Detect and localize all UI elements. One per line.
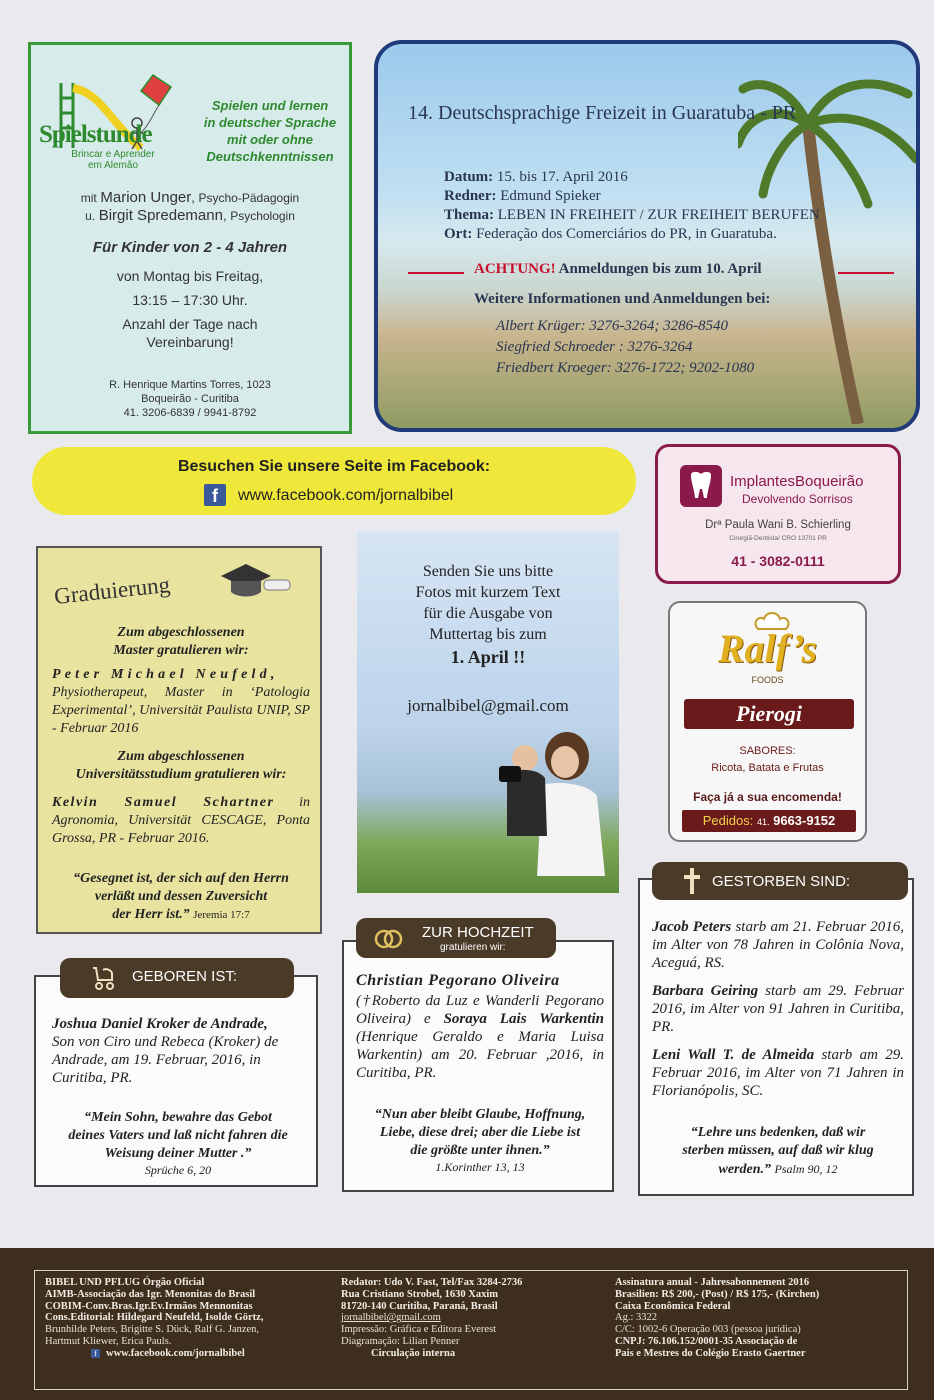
gestorben-quote: “Lehre uns bedenken, daß wir sterben müssen, auf daß wir klug werden.” Psalm 90, 12 (682, 1125, 874, 1177)
graduierung-intro-3: Zum abgeschlossenen (117, 749, 245, 764)
graduierung-title: Graduierung (52, 571, 172, 610)
spielstunde-logo-subtitle: Brincar e Aprender em Alemão (71, 149, 155, 171)
ralfs-foods: FOODS (751, 675, 784, 685)
masthead-frame (34, 1270, 908, 1390)
graduierung-person-2-block (52, 794, 310, 848)
hochzeit-name-1: Christian Pegorano Oliveira (356, 972, 560, 989)
masthead-col-editor: Redator: Udo V. Fast, Tel/Fax 3284-2736 Rua Cristiano Strobel, 1630 Xaxim 81720-140 Curitiba, Paraná, Brasil jornalbibel@gmail.com Impressão: Gráfica e Editora Everest Diagramação: Lilian Penner Circulação interna (341, 1277, 523, 1359)
implantes-phone: 41 - 3082-0111 (731, 553, 825, 569)
freizeit-achtung: ACHTUNG! Anmeldungen bis zum 10. April (474, 261, 762, 277)
graduation-cap-icon (216, 558, 296, 608)
hochzeit-quote: “Nun aber bleibt Glaube, Hoffnung, Liebe, diese drei; aber die Liebe ist die größte unter ihnen.” (374, 1107, 586, 1158)
implantes-cro: Cirurgiã-Dentista/ CRO 13701 PR (729, 535, 827, 542)
hochzeit-header-label: ZUR HOCHZEIT (422, 924, 534, 941)
spielstunde-phone: 41. 3206-6839 / 9941-8792 (123, 407, 257, 419)
muttertag-deadline: 1. April !! (450, 647, 526, 667)
gestorben-header-label: GESTORBEN SIND: (712, 873, 851, 890)
hochzeit-couple-text: (†Roberto da Luz e Wanderli Pegorano Oliveira) e Soraya Lais Warkentin (Henrique Geraldo e Maria Luisa Warkentin) am 20. Februar ,2016, in Curitiba, PR. (356, 993, 604, 1081)
implantes-doctor: Drª Paula Wani B. Schierling (705, 519, 851, 531)
hochzeit-header-sub: gratulieren wir: (440, 942, 506, 953)
facebook-url[interactable]: www.facebook.com/jornalbibel (238, 487, 454, 504)
spielstunde-teacher-1: mit Marion Unger, Psycho-Pädagogin (80, 189, 300, 206)
baby-carriage-icon (90, 964, 116, 992)
graduierung-intro-2: Master gratulieren wir: (113, 643, 249, 658)
graduierung-person-2: Kelvin Samuel Schartner (52, 795, 275, 810)
freizeit-details: Datum: 15. bis 17. April 2016 Redner: Edmund Spieker Thema: LEBEN IN FREIHEIT / ZUR FREIHEIT BERUFEN Ort: Federação dos Comerciários do PR, in Guaratuba. (444, 169, 820, 242)
implantes-ad (655, 444, 901, 584)
geboren-text: Son von Ciro und Rebeca (Kroker) de Andrade, am 19. Februar, 2016, in Curitiba, PR. (52, 1034, 279, 1086)
ralfs-pedidos: Pedidos: 41. 9663-9152 (682, 810, 856, 832)
ralfs-brand: Ralf’s (717, 626, 818, 671)
implantes-slogan: Devolvendo Sorrisos (742, 492, 853, 506)
spielstunde-address-1: R. Henrique Martins Torres, 1023 (109, 379, 271, 391)
freizeit-title: 14. Deutschsprachige Freizeit in Guaratuba - PR (408, 102, 797, 124)
masthead-col-subscription: Assinatura anual - Jahresabonnement 2016 Brasilien: R$ 200,- (Post) / R$ 175,- (Kirchen) Caixa Econômica Federal Ag.: 3322 C/C: 1002-6 Operação 003 (pessoa jurídica) CNPJ: 76.106.152/0001-35 Associação de Pais e Mestres do Colégio Erasto Gaertner (615, 1277, 820, 1359)
tooth-logo-icon (680, 465, 722, 507)
spielstunde-hours: 13:15 – 17:30 Uhr. (132, 292, 248, 308)
graduierung-intro-1: Zum abgeschlossenen (117, 625, 245, 640)
geboren-quote-ref: Sprüche 6, 20 (144, 1163, 212, 1177)
hochzeit-quote-ref: 1.Korinther 13, 13 (435, 1160, 525, 1174)
ralfs-order: Faça já a sua encomenda! (693, 790, 842, 804)
wedding-rings-icon (372, 926, 404, 950)
graduierung-intro-4: Universitätsstudium gratulieren wir: (75, 767, 287, 782)
spielstunde-ad (28, 42, 352, 434)
graduierung-person-1-text: Physiotherapeut, Master in ‘Patologia Experimental’, Universität Paulista UNIP, SP - Februar 2016 (52, 685, 310, 736)
cross-icon (682, 866, 702, 896)
achtung-rule-left (408, 272, 464, 274)
spielstunde-days: von Montag bis Freitag, (116, 268, 264, 284)
hochzeit-box (342, 940, 614, 1192)
muttertag-email[interactable]: jornalbibel@gmail.com (407, 696, 569, 715)
geboren-quote: “Mein Sohn, bewahre das Gebot deines Vaters und laß nicht fahren die Weisung deiner Mutter .” (68, 1110, 288, 1161)
spielstunde-count-1: Anzahl der Tage nach (122, 316, 258, 332)
gestorben-entry-2: Barbara Geiring starb am 29. Februar 2016, im Alter von 91 Jahren in Curitiba, PR. (652, 983, 905, 1035)
spielstunde-tagline: Spielen und lernen in deutscher Sprache mit oder ohne Deutschkenntnissen (203, 98, 337, 164)
freizeit-info: Weitere Informationen und Anmeldungen bei: (474, 291, 771, 307)
gestorben-entry-1: Jacob Peters starb am 21. Februar 2016, im Alter von 78 Jahren in Colônia Nova, Aceguá, RS. (652, 919, 905, 971)
ralfs-sabores: Ricota, Batata e Frutas (711, 762, 824, 774)
masthead-footer (0, 1248, 934, 1400)
freizeit-contacts: Albert Krüger: 3276-3264; 3286-8540 Siegfried Schroeder : 3276-3264 Friedbert Kroeger: 3276-1722; 9202-1080 (496, 318, 755, 376)
facebook-headline: Besuchen Sie unsere Seite im Facebook: (177, 458, 491, 475)
gestorben-entry-3: Leni Wall T. de Almeida starb am 29. Februar 2016, im Alter von 71 Jahren in Florianópolis, SC. (652, 1047, 905, 1099)
geboren-header (60, 958, 294, 998)
gestorben-header (652, 862, 908, 900)
ralfs-foods-ad (668, 601, 867, 842)
spielstunde-teacher-2: u. Birgit Spredemann, Psychologin (85, 207, 295, 224)
gestorben-box (638, 878, 914, 1196)
ralfs-product-banner: Pierogi (684, 699, 854, 729)
achtung-rule-right (838, 272, 894, 274)
graduierung-person-1: Peter Michael Neufeld, (52, 667, 279, 682)
masthead-col-publisher: BIBEL UND PFLUG Órgão Oficial AIMB-Associação das Igr. Menonitas do Brasil COBIM-Conv.Bras.Igr.Ev.Irmãos Mennonitas Cons.Editorial: Hildegard Neufeld, Isolde Görtz, Brunhilde Peters, Brigitte S. Dück, Ralf G. Janzen, Hartmut Kliewer, Erica Pauls. f www.facebook.com/jornalbibel (45, 1277, 264, 1359)
footer-facebook-icon: f (91, 1349, 100, 1358)
muttertag-text: Senden Sie uns bitte Fotos mit kurzem Text für die Ausgabe von Muttertag bis zum (415, 563, 561, 643)
facebook-icon: f (204, 484, 226, 506)
spielstunde-logo-title: Spielstunde (39, 121, 152, 148)
graduierung-quote: “Gesegnet ist, der sich auf den Herrn verläßt und dessen Zuversicht der Herr ist.” Jeremia 17:7 (73, 871, 289, 922)
mother-child-photo-icon (487, 726, 619, 876)
ralfs-sabores-label: SABORES: (739, 745, 796, 757)
graduierung-box (36, 546, 322, 934)
geboren-box (34, 975, 318, 1187)
hochzeit-header (356, 918, 556, 958)
facebook-banner[interactable] (32, 447, 636, 515)
spielstunde-count-2: Vereinbarung! (146, 334, 234, 350)
spielstunde-age: Für Kinder von 2 - 4 Jahren (92, 239, 288, 256)
graduierung-person-2-text: in Agronomia, Universität CESCAGE, Ponta Grossa, PR - Februar 2016. (52, 795, 311, 846)
freizeit-ad (374, 40, 920, 432)
muttertag-photo-call (357, 531, 619, 893)
geboren-name: Joshua Daniel Kroker de Andrade, (52, 1016, 268, 1032)
spielstunde-address-2: Boqueirão - Curitiba (141, 393, 239, 405)
implantes-brand: ImplantesBoqueirão (730, 473, 864, 490)
geboren-header-label: GEBOREN IST: (132, 968, 238, 985)
